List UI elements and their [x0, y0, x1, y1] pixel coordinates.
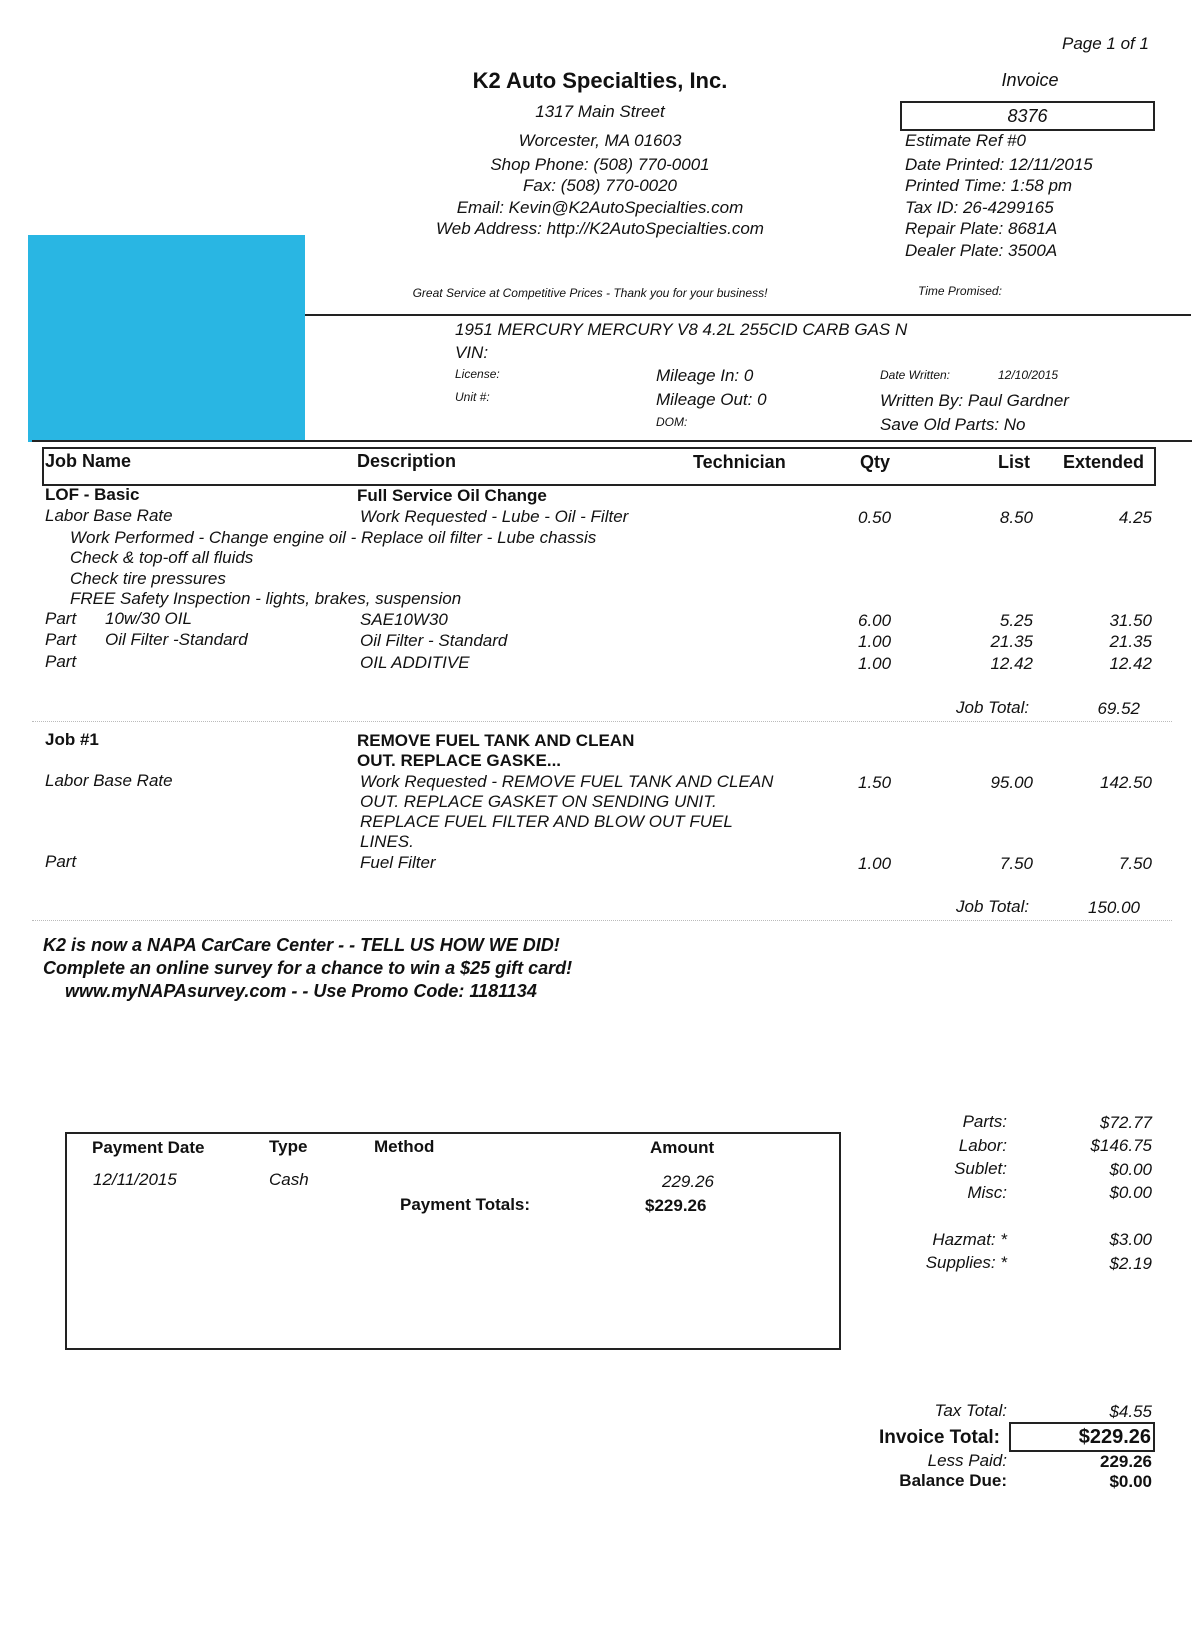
- job2-part-desc: Fuel Filter: [360, 853, 436, 872]
- invoice-total-box: [1009, 1422, 1155, 1452]
- company-city: Worcester, MA 01603: [518, 131, 682, 150]
- part-type: Part: [45, 609, 77, 628]
- payment-header-type: Type: [269, 1137, 308, 1156]
- part-desc: OIL ADDITIVE: [360, 653, 470, 672]
- part-qty: 1.00: [858, 654, 892, 673]
- part-desc: SAE10W30: [360, 610, 448, 629]
- col-job-name: Job Name: [45, 451, 132, 471]
- job2-part-ext: 7.50: [1118, 854, 1152, 873]
- job2-title-line2: OUT. REPLACE GASKE...: [357, 751, 562, 770]
- vehicle-license: License:: [455, 367, 500, 381]
- summary-value: $0.00: [1109, 1183, 1152, 1202]
- job2-labor-qty: 1.50: [858, 773, 892, 792]
- part-ext: 12.42: [1109, 654, 1152, 673]
- payment-totals: $229.26: [645, 1196, 707, 1215]
- divider-top: [305, 314, 1191, 316]
- part-name: Oil Filter -Standard: [105, 630, 248, 649]
- estimate-ref: Estimate Ref #0: [905, 131, 1026, 150]
- date-printed: Date Printed: 12/11/2015: [905, 155, 1093, 174]
- job2-title-line1: REMOVE FUEL TANK AND CLEAN: [357, 731, 635, 750]
- mileage-in: Mileage In: 0: [656, 366, 754, 385]
- job2-labor-list: 95.00: [990, 773, 1033, 792]
- job1-name: LOF - Basic: [45, 485, 140, 504]
- part-ext: 21.35: [1109, 632, 1152, 651]
- tax-total-label: Tax Total:: [934, 1401, 1007, 1420]
- col-list: List: [998, 452, 1031, 472]
- job2-labor-desc-line: OUT. REPLACE GASKET ON SENDING UNIT.: [360, 792, 717, 811]
- job1-divider: [32, 721, 1172, 722]
- time-promised: Time Promised:: [918, 284, 1002, 298]
- job1-performed-line: Check tire pressures: [70, 569, 226, 588]
- payment-date: 12/11/2015: [93, 1170, 177, 1189]
- payment-box: [65, 1132, 841, 1350]
- payment-header-amount: Amount: [650, 1138, 715, 1157]
- summary-value: $2.19: [1109, 1254, 1152, 1273]
- company-street: 1317 Main Street: [535, 102, 665, 121]
- invoice-label: Invoice: [1001, 70, 1059, 90]
- mileage-out: Mileage Out: 0: [656, 390, 767, 409]
- job1-labor-qty: 0.50: [858, 508, 892, 527]
- job2-labor-desc-line: Work Requested - REMOVE FUEL TANK AND CLEAN: [360, 772, 774, 791]
- part-list: 5.25: [999, 611, 1033, 630]
- part-qty: 1.00: [858, 632, 892, 651]
- col-technician: Technician: [693, 452, 786, 472]
- payment-amount: 229.26: [662, 1172, 714, 1191]
- invoice-number: 8376: [1007, 106, 1048, 126]
- payment-type: Cash: [269, 1170, 309, 1189]
- summary-value: $72.77: [1100, 1113, 1152, 1132]
- job2-labor-desc-line: LINES.: [360, 832, 414, 851]
- part-name: 10w/30 OIL: [105, 609, 192, 628]
- vehicle-unit: Unit #:: [455, 390, 490, 404]
- part-ext: 31.50: [1109, 611, 1152, 630]
- job2-divider: [32, 920, 1172, 921]
- invoice-total-label: Invoice Total:: [878, 1427, 1000, 1448]
- job1-performed-line: Work Performed - Change engine oil - Replace oil filter - Lube chassis: [70, 528, 597, 547]
- balance-due: $0.00: [1109, 1472, 1152, 1491]
- job2-part-list: 7.50: [999, 854, 1033, 873]
- tax-id: Tax ID: 26-4299165: [905, 198, 1054, 217]
- job2-part-qty: 1.00: [858, 854, 892, 873]
- summary-value: $0.00: [1109, 1160, 1152, 1179]
- job2-total: 150.00: [1088, 898, 1140, 917]
- summary-label: Supplies: *: [925, 1253, 1007, 1272]
- vehicle-desc: 1951 MERCURY MERCURY V8 4.2L 255CID CARB GAS N: [455, 320, 908, 339]
- job2-labor-ext: 142.50: [1100, 773, 1152, 792]
- part-type: Part: [45, 630, 77, 649]
- summary-label: Labor:: [958, 1136, 1007, 1155]
- summary-label: Hazmat: *: [932, 1230, 1007, 1249]
- job1-title: Full Service Oil Change: [357, 486, 547, 505]
- column-header-row: [42, 447, 1156, 486]
- summary-value: $146.75: [1090, 1136, 1152, 1155]
- col-description: Description: [357, 451, 457, 471]
- vehicle-dom: DOM:: [656, 415, 688, 429]
- date-written-label: Date Written:: [880, 368, 951, 382]
- company-tagline: Great Service at Competitive Prices - Thank you for your business!: [412, 286, 768, 300]
- dealer-plate: Dealer Plate: 3500A: [905, 241, 1058, 260]
- less-paid-label: Less Paid:: [927, 1451, 1007, 1470]
- promo-line: Complete an online survey for a chance to win a $25 gift card!: [43, 958, 573, 978]
- job1-performed-line: FREE Safety Inspection - lights, brakes, suspension: [70, 589, 462, 608]
- col-extended: Extended: [1063, 452, 1145, 472]
- job2-total-label: Job Total:: [956, 897, 1030, 916]
- written-by: Written By: Paul Gardner: [880, 391, 1069, 410]
- part-list: 12.42: [990, 654, 1033, 673]
- promo-line: www.myNAPAsurvey.com - - Use Promo Code: 1181134: [65, 981, 537, 1001]
- job1-total: 69.52: [1097, 699, 1140, 718]
- job1-labor-list: 8.50: [999, 508, 1033, 527]
- summary-label: Parts:: [962, 1112, 1007, 1131]
- promo-line: K2 is now a NAPA CarCare Center - - TELL US HOW WE DID!: [43, 935, 560, 955]
- summary-label: Sublet:: [954, 1159, 1007, 1178]
- job2-part-type: Part: [45, 852, 77, 871]
- part-qty: 6.00: [858, 611, 892, 630]
- redaction-block: [28, 235, 305, 442]
- part-list: 21.35: [990, 632, 1033, 651]
- col-qty: Qty: [860, 452, 891, 472]
- company-fax: Fax: (508) 770-0020: [522, 176, 678, 195]
- job2-labor-type: Labor Base Rate: [45, 771, 173, 790]
- company-email: Email: Kevin@K2AutoSpecialties.com: [456, 198, 744, 217]
- page-label: Page 1 of 1: [1062, 34, 1149, 53]
- invoice-number-box: [900, 101, 1155, 131]
- save-old-parts: Save Old Parts: No: [880, 415, 1026, 434]
- part-type: Part: [45, 652, 77, 671]
- job2-labor-desc-line: REPLACE FUEL FILTER AND BLOW OUT FUEL: [360, 812, 733, 831]
- printed-time: Printed Time: 1:58 pm: [905, 176, 1073, 195]
- job1-performed-line: Check & top-off all fluids: [70, 548, 254, 567]
- company-name: K2 Auto Specialties, Inc.: [472, 68, 728, 93]
- summary-value: $3.00: [1109, 1230, 1152, 1249]
- job1-total-label: Job Total:: [956, 698, 1030, 717]
- payment-header-date: Payment Date: [92, 1138, 205, 1157]
- tax-total: $4.55: [1109, 1402, 1152, 1421]
- summary-label: Misc:: [967, 1183, 1007, 1202]
- job1-labor-ext: 4.25: [1118, 508, 1152, 527]
- payment-totals-label: Payment Totals:: [400, 1195, 531, 1214]
- job2-name: Job #1: [45, 730, 99, 749]
- date-written: 12/10/2015: [998, 368, 1059, 382]
- payment-header-method: Method: [374, 1137, 435, 1156]
- job1-labor-type: Labor Base Rate: [45, 506, 173, 525]
- job1-labor-desc: Work Requested - Lube - Oil - Filter: [360, 507, 629, 526]
- less-paid: 229.26: [1100, 1452, 1152, 1471]
- part-desc: Oil Filter - Standard: [360, 631, 508, 650]
- vehicle-vin: VIN:: [455, 343, 489, 362]
- balance-due-label: Balance Due:: [899, 1471, 1007, 1490]
- invoice-total: $229.26: [1078, 1426, 1151, 1448]
- company-web: Web Address: http://K2AutoSpecialties.com: [436, 219, 764, 238]
- company-phone: Shop Phone: (508) 770-0001: [490, 155, 710, 174]
- repair-plate: Repair Plate: 8681A: [905, 219, 1058, 238]
- divider-mid: [32, 440, 1192, 442]
